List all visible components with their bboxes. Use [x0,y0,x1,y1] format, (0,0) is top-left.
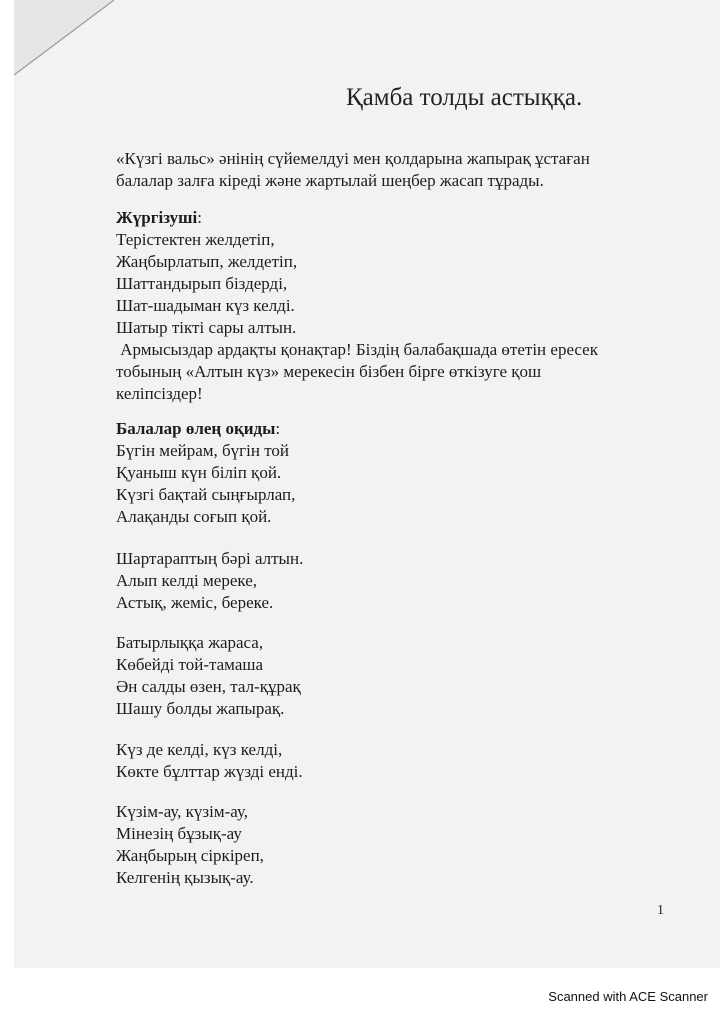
speech-line: тобының «Алтын күз» мерекесін бізбен бірге өткізуге қош [116,362,542,381]
intro-line: «Күзгі вальс» әнінің сүйемелдуі мен қолдарына жапырақ ұстаған [116,149,590,168]
children-colon: : [275,419,281,438]
speech-line: келіпсіздер! [116,384,203,403]
stanza-5 [116,801,264,889]
poem-line: Шат-шадыман күз келді. [116,296,295,315]
children-section [116,418,295,528]
poem-line: Шартараптың бәрі алтын. [116,549,304,568]
folded-corner-shadow [14,0,144,80]
page-title: Қамба толды астыққа. [346,84,583,111]
poem-line: Алақанды соғып қой. [116,507,272,526]
stanza-4 [116,739,303,783]
poem-line: Шатыр тікті сары алтын. [116,318,297,337]
poem-line: Шаттандырып біздерді, [116,274,288,293]
poem-line: Күзім-ау, күзім-ау, [116,802,249,821]
intro-paragraph [116,148,590,192]
poem-line: Астық, жеміс, береке. [116,593,274,612]
poem-line: Қуаныш күн біліп қой. [116,463,282,482]
host-colon: : [197,208,202,227]
poem-line: Алып келді мереке, [116,571,257,590]
host-section [116,207,598,405]
poem-line: Келгенің қызық-ау. [116,868,254,887]
stanza-3 [116,632,301,720]
page-number: 1 [657,903,664,918]
children-label: Балалар өлең оқиды [116,419,276,438]
poem-line: Күзгі бақтай сыңғырлап, [116,485,296,504]
poem-line: Бүгін мейрам, бүгін той [116,441,290,460]
poem-line: Жаңбырың сіркіреп, [116,846,264,865]
poem-line: Мінезің бұзық-ау [116,824,242,843]
children-heading [116,418,295,440]
poem-line: Жаңбырлатып, желдетіп, [116,252,298,271]
poem-line: Көкте бұлттар жүзді енді. [116,762,303,781]
poem-line: Шашу болды жапырақ. [116,699,285,718]
stanza-2 [116,548,303,614]
host-label: Жүргізуші [116,208,198,227]
poem-line: Күз де келді, күз келді, [116,740,283,759]
scanner-watermark: Scanned with ACE Scanner [548,989,708,1004]
poem-line: Көбейді той-тамаша [116,655,263,674]
intro-line: балалар залға кіреді және жартылай шеңбер жасап тұрады. [116,171,544,190]
poem-line: Ән салды өзен, тал-құрақ [116,677,301,696]
poem-line: Терістектен желдетіп, [116,230,275,249]
host-heading [116,207,598,229]
poem-line: Батырлыққа жараса, [116,633,264,652]
speech-line: Армысыздар ардақты қонақтар! Біздің балабақшада өтетін ересек [116,340,598,359]
